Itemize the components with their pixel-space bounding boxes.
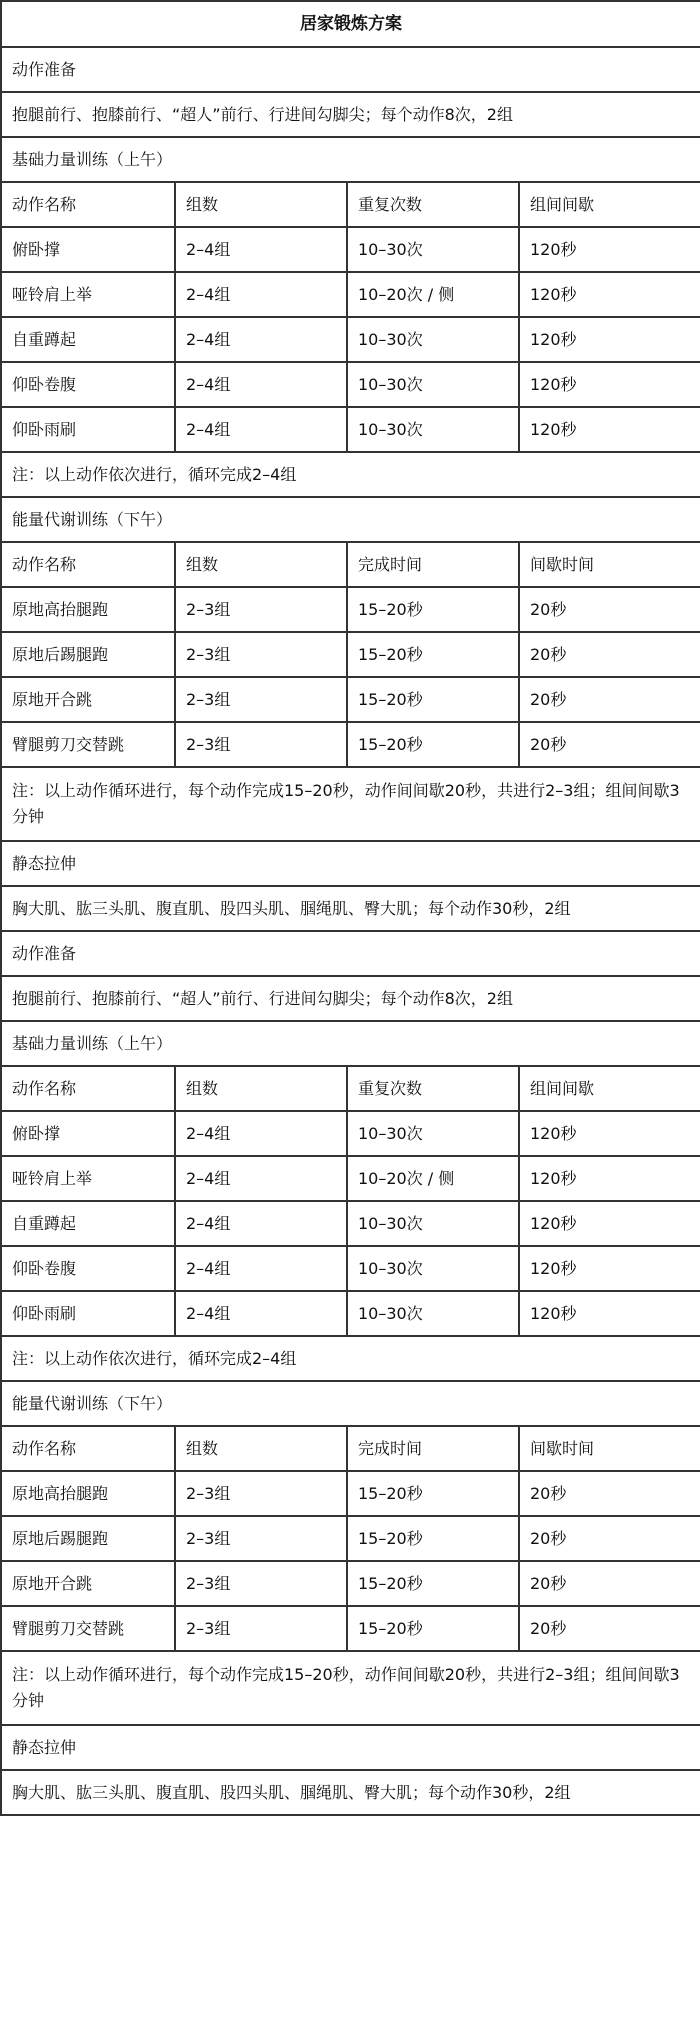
metabolic-note-row [1,1651,700,1725]
metabolic-table-row [1,1561,700,1606]
metabolic-table-cell: 20秒 [519,1516,700,1561]
strength-column-header: 组间间歇 [519,1066,700,1111]
metabolic-column-header: 动作名称 [1,1426,175,1471]
metabolic-table-cell: 2–3组 [175,1516,347,1561]
metabolic-table-cell: 2–3组 [175,1471,347,1516]
strength-table-cell: 120秒 [519,362,700,407]
metabolic-table-cell: 20秒 [519,1561,700,1606]
metabolic-heading-row [1,497,700,542]
strength-column-header: 组间间歇 [519,182,700,227]
strength-table-cell: 仰卧卷腹 [1,1246,175,1291]
strength-table-cell: 120秒 [519,1156,700,1201]
strength-table-cell: 10–30次 [347,227,519,272]
strength-table-row [1,1291,700,1336]
metabolic-column-header: 组数 [175,1426,347,1471]
strength-table-cell: 120秒 [519,407,700,452]
metabolic-table-cell: 15–20秒 [347,722,519,767]
warmup-heading: 动作准备 [1,47,700,92]
metabolic-table-cell: 15–20秒 [347,587,519,632]
metabolic-table-cell: 臂腿剪刀交替跳 [1,722,175,767]
strength-note: 注：以上动作依次进行，循环完成2–4组 [1,1336,700,1381]
strength-column-header: 重复次数 [347,182,519,227]
strength-table-cell: 10–30次 [347,1201,519,1246]
metabolic-table-row [1,1471,700,1516]
metabolic-table-cell: 原地高抬腿跑 [1,1471,175,1516]
metabolic-table-cell: 2–3组 [175,677,347,722]
strength-table-cell: 2–4组 [175,407,347,452]
metabolic-table-cell: 2–3组 [175,722,347,767]
strength-table-cell: 2–4组 [175,317,347,362]
strength-table-cell: 2–4组 [175,1111,347,1156]
metabolic-heading: 能量代谢训练（下午） [1,1381,700,1426]
metabolic-table-cell: 15–20秒 [347,1516,519,1561]
metabolic-note: 注：以上动作循环进行，每个动作完成15–20秒，动作间间歇20秒，共进行2–3组；组间间歇3分钟 [1,1651,700,1725]
strength-column-header: 组数 [175,182,347,227]
metabolic-header-row [1,1426,700,1471]
strength-table-cell: 仰卧卷腹 [1,362,175,407]
warmup-content: 抱腿前行、抱膝前行、“超人”前行、行进间勾脚尖；每个动作8次，2组 [1,92,700,137]
metabolic-table-cell: 原地高抬腿跑 [1,587,175,632]
metabolic-table-cell: 20秒 [519,1606,700,1651]
stretch-heading-row [1,1725,700,1770]
warmup-content-row [1,976,700,1021]
metabolic-table-cell: 15–20秒 [347,1471,519,1516]
strength-table-cell: 自重蹲起 [1,317,175,362]
metabolic-table-cell: 15–20秒 [347,1606,519,1651]
strength-table-cell: 仰卧雨刷 [1,1291,175,1336]
strength-table-cell: 120秒 [519,317,700,362]
metabolic-table-cell: 2–3组 [175,632,347,677]
metabolic-column-header: 完成时间 [347,542,519,587]
stretch-heading: 静态拉伸 [1,841,700,886]
metabolic-table-cell: 20秒 [519,1471,700,1516]
strength-table-cell: 2–4组 [175,1246,347,1291]
strength-note-row [1,1336,700,1381]
metabolic-table-row [1,677,700,722]
warmup-content-row [1,92,700,137]
strength-table-row [1,272,700,317]
strength-header-row [1,182,700,227]
metabolic-table-cell: 2–3组 [175,587,347,632]
strength-heading: 基础力量训练（上午） [1,1021,700,1066]
metabolic-column-header: 完成时间 [347,1426,519,1471]
strength-note: 注：以上动作依次进行，循环完成2–4组 [1,452,700,497]
strength-table-row [1,317,700,362]
strength-table-cell: 10–30次 [347,407,519,452]
metabolic-table-row [1,587,700,632]
metabolic-table-cell: 20秒 [519,677,700,722]
strength-table-cell: 120秒 [519,1111,700,1156]
metabolic-table-row [1,1516,700,1561]
strength-heading: 基础力量训练（上午） [1,137,700,182]
strength-table-cell: 120秒 [519,1201,700,1246]
metabolic-table-cell: 2–3组 [175,1606,347,1651]
strength-table-cell: 2–4组 [175,1201,347,1246]
strength-table-cell: 俯卧撑 [1,1111,175,1156]
strength-heading-row [1,137,700,182]
metabolic-table-row [1,722,700,767]
metabolic-table-cell: 20秒 [519,632,700,677]
metabolic-table-cell: 原地开合跳 [1,1561,175,1606]
strength-heading-row [1,1021,700,1066]
metabolic-table-cell: 15–20秒 [347,677,519,722]
strength-table-cell: 2–4组 [175,362,347,407]
strength-table-row [1,1246,700,1291]
strength-table-cell: 120秒 [519,272,700,317]
strength-table-cell: 120秒 [519,1291,700,1336]
strength-table-cell: 120秒 [519,227,700,272]
metabolic-table-cell: 15–20秒 [347,1561,519,1606]
strength-table-cell: 2–4组 [175,272,347,317]
strength-table-cell: 哑铃肩上举 [1,272,175,317]
strength-table-row [1,1201,700,1246]
strength-table-cell: 俯卧撑 [1,227,175,272]
metabolic-note-row [1,767,700,841]
metabolic-column-header: 间歇时间 [519,542,700,587]
stretch-content-row [1,1770,700,1815]
strength-table-cell: 10–30次 [347,317,519,362]
strength-table-cell: 10–20次 / 侧 [347,1156,519,1201]
metabolic-table-cell: 原地开合跳 [1,677,175,722]
strength-table-row [1,1156,700,1201]
metabolic-table-cell: 原地后踢腿跑 [1,1516,175,1561]
metabolic-table-row [1,1606,700,1651]
stretch-heading: 静态拉伸 [1,1725,700,1770]
stretch-content: 胸大肌、肱三头肌、腹直肌、股四头肌、腘绳肌、臀大肌；每个动作30秒，2组 [1,1770,700,1815]
strength-table-cell: 10–30次 [347,1111,519,1156]
strength-column-header: 重复次数 [347,1066,519,1111]
metabolic-table-row [1,632,700,677]
metabolic-table-cell: 原地后踢腿跑 [1,632,175,677]
strength-table-cell: 10–20次 / 侧 [347,272,519,317]
strength-table-cell: 10–30次 [347,1246,519,1291]
strength-table-row [1,1111,700,1156]
stretch-content: 胸大肌、肱三头肌、腹直肌、股四头肌、腘绳肌、臀大肌；每个动作30秒，2组 [1,886,700,931]
warmup-content: 抱腿前行、抱膝前行、“超人”前行、行进间勾脚尖；每个动作8次，2组 [1,976,700,1021]
metabolic-table-cell: 20秒 [519,722,700,767]
metabolic-heading-row [1,1381,700,1426]
strength-table-row [1,227,700,272]
warmup-heading: 动作准备 [1,931,700,976]
strength-table-cell: 2–4组 [175,227,347,272]
warmup-heading-row [1,931,700,976]
strength-table-cell: 10–30次 [347,362,519,407]
strength-table-cell: 哑铃肩上举 [1,1156,175,1201]
strength-table-cell: 2–4组 [175,1156,347,1201]
strength-table-cell: 120秒 [519,1246,700,1291]
strength-column-header: 动作名称 [1,1066,175,1111]
strength-table-cell: 2–4组 [175,1291,347,1336]
metabolic-table-cell: 2–3组 [175,1561,347,1606]
title-row [1,1,700,47]
strength-table-row [1,407,700,452]
strength-table-cell: 10–30次 [347,1291,519,1336]
metabolic-column-header: 间歇时间 [519,1426,700,1471]
metabolic-heading: 能量代谢训练（下午） [1,497,700,542]
page-title: 居家锻炼方案 [1,1,700,47]
stretch-heading-row [1,841,700,886]
strength-column-header: 组数 [175,1066,347,1111]
metabolic-note: 注：以上动作循环进行，每个动作完成15–20秒，动作间间歇20秒，共进行2–3组；组间间歇3分钟 [1,767,700,841]
stretch-content-row [1,886,700,931]
strength-table-row [1,362,700,407]
metabolic-column-header: 动作名称 [1,542,175,587]
strength-header-row [1,1066,700,1111]
metabolic-table-cell: 20秒 [519,587,700,632]
metabolic-table-cell: 臂腿剪刀交替跳 [1,1606,175,1651]
metabolic-column-header: 组数 [175,542,347,587]
strength-table-cell: 自重蹲起 [1,1201,175,1246]
strength-column-header: 动作名称 [1,182,175,227]
metabolic-table-cell: 15–20秒 [347,632,519,677]
warmup-heading-row [1,47,700,92]
strength-note-row [1,452,700,497]
strength-table-cell: 仰卧雨刷 [1,407,175,452]
metabolic-header-row [1,542,700,587]
